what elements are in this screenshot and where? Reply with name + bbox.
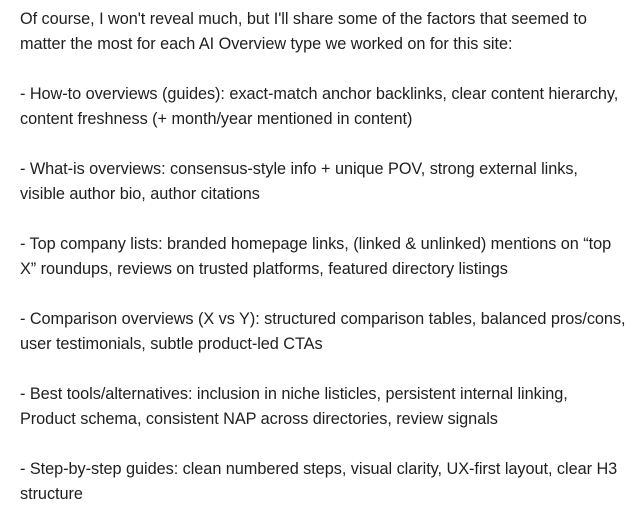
list-item-best-tools-alternatives: - Best tools/alternatives: inclusion in niche listicles, persistent internal linking, Product schema, consistent NAP across directories, review signals — [20, 385, 568, 428]
list-item-what-is-overviews: - What-is overviews: consensus-style info + unique POV, strong external links, visible author bio, author citations — [20, 160, 578, 203]
list-item-how-to-overviews: - How-to overviews (guides): exact-match anchor backlinks, clear content hierarchy, content freshness (+ month/year mentioned in content) — [20, 85, 619, 128]
post-body — [20, 7, 626, 507]
list-item-top-company-lists: - Top company lists: branded homepage links, (linked & unlinked) mentions on “top X” roundups, reviews on trusted platforms, featured directory listings — [20, 235, 612, 278]
intro-paragraph: Of course, I won't reveal much, but I'll share some of the factors that seemed to matter the most for each AI Overview type we worked on for this site: — [20, 10, 587, 53]
list-item-comparison-overviews: - Comparison overviews (X vs Y): structured comparison tables, balanced pros/cons, user testimonials, subtle product-led CTAs — [20, 310, 626, 353]
list-item-step-by-step-guides: - Step-by-step guides: clean numbered steps, visual clarity, UX-first layout, clear H3 structure — [20, 460, 618, 503]
